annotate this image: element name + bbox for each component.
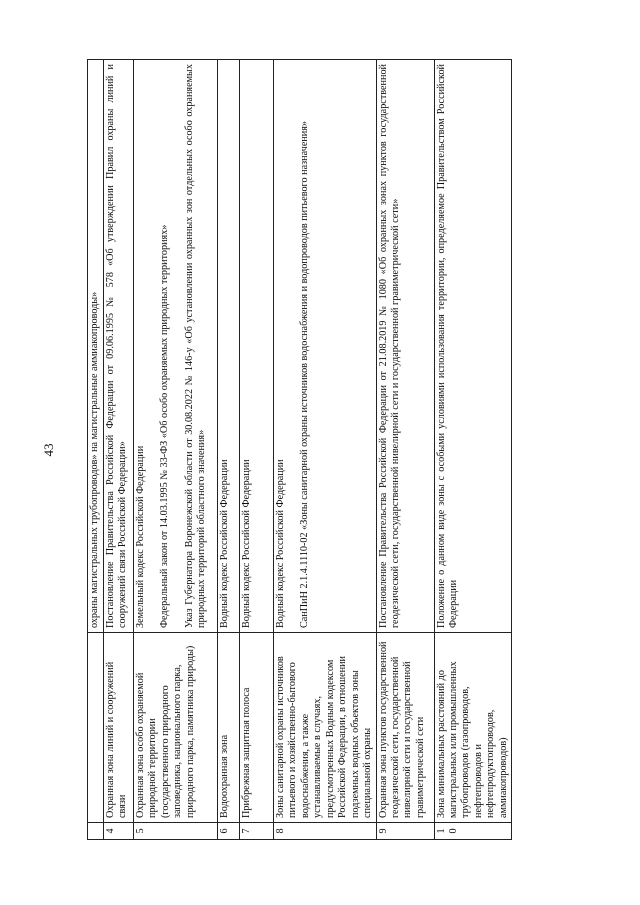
zone-name: Охранная зона пунктов государственной геодезической сети, государственной нивелирной сети и государственной гравиметрической сети (376, 633, 434, 823)
zone-name: Охранная зона линий и сооружений связи (104, 633, 134, 823)
regulating-document (88, 60, 104, 633)
zones-table (87, 59, 512, 840)
document-entry: СанПиН 2.1.4.1110-02 «Зоны санитарной охраны источников водоснабжения и водопроводов питьевого назначения» (299, 120, 311, 628)
document-entry: Постановление Правительства Российской Федерации от 21.08.2019 № 1080 «Об охранных зонах пунктов государственной геодезической сети, государственной нивелирной сети и государственной гравиметрической сети» (377, 64, 401, 628)
row-number: 5 (134, 823, 218, 840)
regulating-document (376, 60, 434, 633)
regulating-document (218, 60, 240, 633)
row-number: 6 (218, 823, 240, 840)
document-entry: Водный кодекс Российской Федерации (241, 459, 252, 628)
document-entry: Указ Губернатора Воронежской области от 30.08.2022 № 146-у «Об установлении охранных зон отдельных особо охраняемых природных территорий областного значения» (183, 64, 208, 628)
regulating-document (134, 60, 218, 633)
document-entry: Постановление Правительства Российской Федерации от 09.06.1995 № 578 «Об утверждении Правил охраны линий и сооружений связи Российской Федерации» (105, 64, 129, 628)
document-entry: Земельный кодекс Российской Федерации (135, 445, 146, 628)
zone-name (88, 633, 104, 823)
row-number: 8 (274, 823, 377, 840)
page-number: 43 (41, 443, 56, 457)
document-entry: Федеральный закон от 14.03.1995 № 33-ФЗ «Об особо охраняемых природных территориях» (159, 224, 171, 628)
document-entry: охраны магистральных трубопроводов» на магистральные аммиакопроводы» (89, 291, 100, 628)
table-row (274, 60, 377, 840)
table-row (218, 60, 240, 840)
document-entry: Положение о данном виде зоны с особыми условиями использования территории, определяемое Правительством Российской Федерации (435, 64, 459, 628)
regulating-document (274, 60, 377, 633)
table-row (434, 60, 512, 840)
table-row (88, 60, 104, 840)
regulating-document (240, 60, 274, 633)
table-row (104, 60, 134, 840)
zone-name: Охранная зона особо охраняемой природной территории (государственного природного заповедника, национального парка, природного парка, памятника природы) (134, 633, 218, 823)
table-row (134, 60, 218, 840)
row-number: 10 (434, 823, 512, 840)
zone-name: Прибрежная защитная полоса (240, 633, 274, 823)
regulating-document (434, 60, 512, 633)
zone-name: Зоны санитарной охраны источников питьевого и хозяйственно-бытового водоснабжения, а также устанавливаемые в случаях, предусмотренных Водным кодексом Российской Федерации, в отношении подземных водных объектов зоны специальной охраны (274, 633, 377, 823)
regulating-document (104, 60, 134, 633)
zone-name: Зона минимальных расстояний до магистральных или промышленных трубопроводов (газопроводов, нефтепроводов и нефтепродуктопроводов, аммиакопроводов) (434, 633, 512, 823)
row-number: 7 (240, 823, 274, 840)
table-row (376, 60, 434, 840)
document-entry: Водный кодекс Российской Федерации (275, 459, 286, 628)
row-number (88, 823, 104, 840)
row-number: 4 (104, 823, 134, 840)
document-entry: Водный кодекс Российской Федерации (219, 459, 230, 628)
row-number: 9 (376, 823, 434, 840)
zone-name: Водоохранная зона (218, 633, 240, 823)
rotated-table-container (87, 60, 509, 840)
table-row (240, 60, 274, 840)
